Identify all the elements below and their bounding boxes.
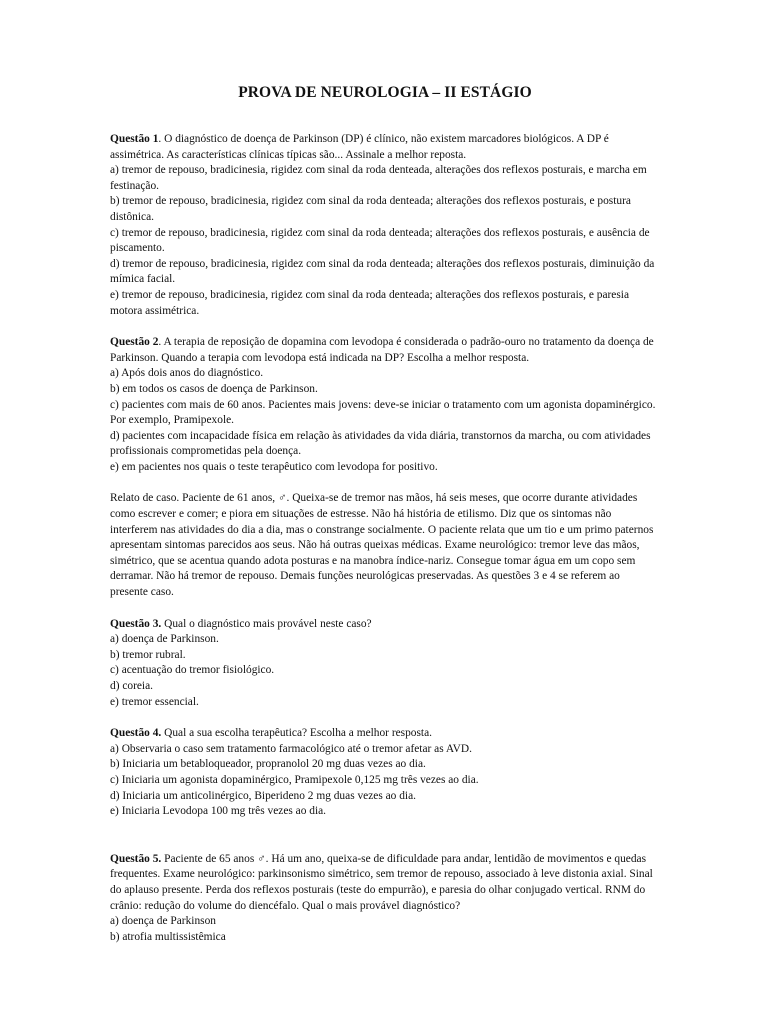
question-3-option-c: c) acentuação do tremor fisiológico.	[110, 664, 275, 677]
question-3-option-a: a) doença de Parkinson.	[110, 633, 219, 646]
question-1-option-d: d) tremor de repouso, bradicinesia, rigidez com sinal da roda denteada; alterações dos reflexos posturais, diminuição da mímica facial.	[110, 257, 655, 286]
question-4-option-e: e) Iniciaria Levodopa 100 mg três vezes ao dia.	[110, 805, 327, 818]
question-5-text: Paciente de 65 anos ♂. Há um ano, queixa-se de dificuldade para andar, lentidão de movimentos e quedas frequentes. Exame neurológico: parkinsonismo simétrico, sem tremor de repouso, associado à leve distonia axial. Sinal do aplauso presente. Perda dos reflexos posturais (teste do empurrão), e paresia do olhar conjugado vertical. RNM do crânio: redução do volume do diencéfalo. Qual o mais provável diagnóstico?	[110, 852, 653, 912]
question-4-label: Questão 4.	[110, 727, 162, 740]
question-5-option-a: a) doença de Parkinson	[110, 915, 216, 928]
question-2-option-d: d) pacientes com incapacidade física em relação às atividades da vida diária, transtornos da marcha, ou com atividades profissionais comprometidas pela doença.	[110, 429, 651, 458]
question-4	[110, 726, 660, 820]
question-3-label: Questão 3.	[110, 617, 162, 630]
question-2	[110, 335, 660, 475]
question-5-label: Questão 5.	[110, 852, 162, 865]
question-2-label: Questão 2	[110, 336, 159, 349]
question-2-option-a: a) Após dois anos do diagnóstico.	[110, 367, 264, 380]
question-4-stem	[110, 726, 660, 742]
question-4-option-c: c) Iniciaria um agonista dopaminérgico, Pramipexole 0,125 mg três vezes ao dia.	[110, 773, 479, 786]
question-2-text: . A terapia de reposição de dopamina com levodopa é considerada o padrão-ouro no tratamento da doença de Parkinson. Quando a terapia com levodopa está indicada na DP? Escolha a melhor resposta.	[110, 336, 654, 364]
question-4-option-a: a) Observaria o caso sem tratamento farmacológico até o tremor afetar as AVD.	[110, 742, 472, 755]
question-1-stem	[110, 132, 660, 163]
case-report-text: Relato de caso. Paciente de 61 anos, ♂. Queixa-se de tremor nas mãos, há seis meses, que ocorre durante atividades como escrever e comer; e piora em situações de estresse. Não há história de etilismo. Diz que os sintomas não interferem nas atividades do dia a dia, mas o constrange socialmente. O paciente relata que um tio e um primo paternos apresentam sintomas parecidos aos seus. Não há outras queixas médicas. Exame neurológico: tremor leve das mãos, simétrico, que se acentua quando adota posturas e na manobra índice-nariz. Consegue tomar água em um copo sem derramar. Não há tremor de repouso. Demais funções neurológicas preservadas. As questões 3 e 4 se referem ao presente caso.	[110, 492, 654, 599]
question-1-option-a: a) tremor de repouso, bradicinesia, rigidez com sinal da roda denteada, alterações dos reflexos posturais, e marcha em festinação.	[110, 164, 647, 192]
question-1-label: Questão 1	[110, 133, 159, 145]
question-4-option-d: d) Iniciaria um anticolinérgico, Biperideno 2 mg duas vezes ao dia.	[110, 789, 416, 802]
question-2-stem	[110, 335, 660, 366]
question-4-option-b: b) Iniciaria um betabloqueador, propranolol 20 mg duas vezes ao dia.	[110, 758, 426, 771]
question-1-text: . O diagnóstico de doença de Parkinson (DP) é clínico, não existem marcadores biológicos. A DP é assimétrica. As características clínicas típicas são... Assinale a melhor reposta.	[110, 133, 609, 161]
question-1-option-c: c) tremor de repouso, bradicinesia, rigidez com sinal da roda denteada; alterações dos reflexos posturais, e ausência de piscamento.	[110, 226, 650, 255]
question-1-option-b: b) tremor de repouso, bradicinesia, rigidez com sinal da roda denteada; alterações dos reflexos posturais, e postura distônica.	[110, 195, 631, 223]
question-2-option-e: e) em pacientes nos quais o teste terapêutico com levodopa for positivo.	[110, 460, 438, 473]
question-3-text: Qual o diagnóstico mais provável neste caso?	[161, 617, 372, 630]
question-2-option-c: c) pacientes com mais de 60 anos. Pacientes mais jovens: deve-se iniciar o tratamento com um agonista dopaminérgico. Por exemplo, Pramipexole.	[110, 398, 656, 427]
question-1	[110, 132, 660, 319]
question-3-option-e: e) tremor essencial.	[110, 695, 199, 708]
question-5-option-b: b) atrofia multissistêmica	[110, 930, 226, 943]
question-4-text: Qual a sua escolha terapêutica? Escolha a melhor resposta.	[161, 727, 432, 740]
question-5	[110, 852, 660, 946]
question-1-option-e: e) tremor de repouso, bradicinesia, rigidez com sinal da roda denteada; alterações dos reflexos posturais, e paresia motora assimétrica.	[110, 288, 630, 317]
question-3-option-b: b) tremor rubral.	[110, 648, 186, 661]
question-3	[110, 617, 660, 711]
question-3-stem	[110, 617, 660, 633]
question-2-option-b: b) em todos os casos de doença de Parkinson.	[110, 382, 318, 395]
case-report	[110, 491, 660, 600]
question-3-option-d: d) coreia.	[110, 680, 154, 692]
question-5-stem	[110, 852, 660, 914]
page-title: PROVA DE NEUROLOGIA – II ESTÁGIO	[238, 84, 532, 101]
